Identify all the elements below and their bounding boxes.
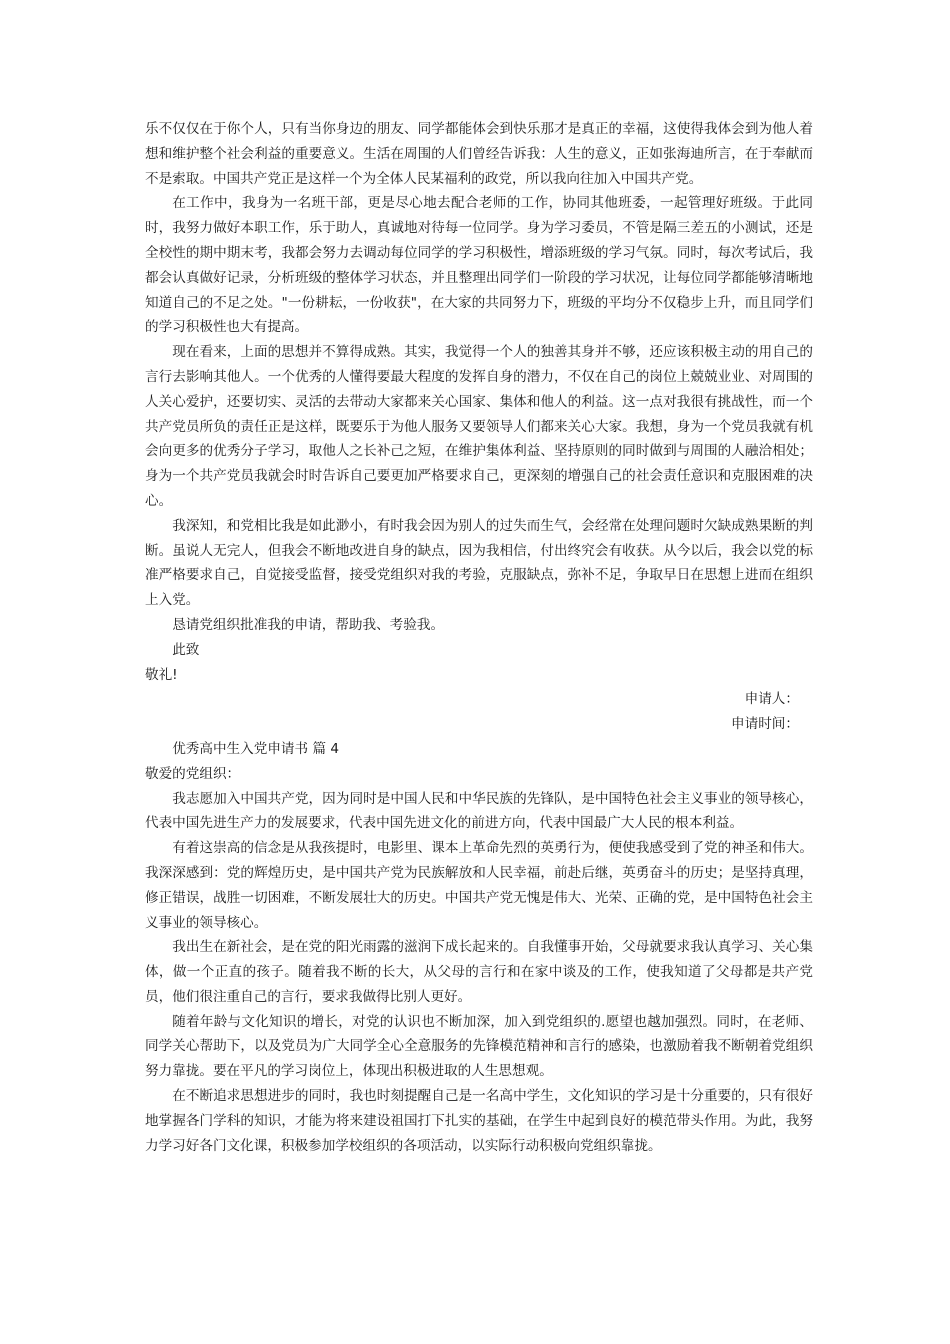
- signature-applicant: [145, 687, 813, 712]
- paragraph-2: 在工作中，我身为一名班干部，更是尽心地去配合老师的工作，协同其他班委，一起管理好班级。于此同时，我努力做好本职工作，乐于助人，真诚地对待每一位同学。身为学习委员，不管是隔三差五的小测试，还是全校性的期中期末考，我都会努力去调动每位同学的学习积极性，增添班级的学习气氛。同时，每次考试后，我都会认真做好记录，分析班级的整体学习状态，并且整理出同学们一阶段的学习状况，让每位同学都能够清晰地知道自己的不足之处。"一份耕耘，一份收获"，在大家的共同努力下，班级的平均分不仅稳步上升，而且同学们的学习积极性也大有提高。: [145, 195, 813, 336]
- paragraph-4: 我深知，和党相比我是如此渺小，有时我会因为别人的过失而生气，会经常在处理问题时欠缺成熟果断的判断。虽说人无完人，但我会不断地改进自身的缺点，因为我相信，付出终究会有收获。从今以后，我会以党的标准严格要求自己，自觉接受监督，接受党组织对我的考验，克服缺点，弥补不足，争取早日在思想上进而在组织上入党。: [145, 517, 813, 609]
- closing-line: 此致: [172, 641, 200, 658]
- signature-date: [145, 712, 813, 737]
- paragraph-1: 乐不仅仅在于你个人，只有当你身边的朋友、同学都能体会到快乐那才是真正的幸福，这使得我体会到为他人着想和维护整个社会利益的重要意义。生活在周围的人们曾经告诉我：人生的意义，正如张海迪所言，在于奉献而不是索取。中国共产党正是这样一个为全体人民某福利的政党，所以我向往加入中国共产党。: [145, 121, 813, 187]
- paragraph-5: 恳请党组织批准我的申请，帮助我、考验我。: [172, 616, 445, 633]
- salutation: 敬礼!: [145, 666, 178, 683]
- greeting: 敬爱的党组织：: [145, 765, 241, 782]
- document-body: [145, 117, 813, 1158]
- paragraph-7: 有着这崇高的信念是从我孩提时，电影里、课本上革命先烈的英勇行为，便使我感受到了党的神圣和伟大。我深深感到：党的辉煌历史，是中国共产党为民族解放和人民幸福，前赴后继，英勇奋斗的历史；是坚持真理，修正错误，战胜一切困难，不断发展壮大的历史。中国共产党无愧是伟大、光荣、正确的党，是中国特色社会主义事业的领导核心。: [145, 840, 813, 931]
- applicant-label: 申请人：: [744, 691, 799, 708]
- paragraph-8: 我出生在新社会，是在党的阳光雨露的滋润下成长起来的。自我懂事开始，父母就要求我认真学习、关心集体，做一个正直的孩子。随着我不断的长大，从父母的言行和在家中谈及的工作，使我知道了父母都是共产党员，他们很注重自己的言行，要求我做得比别人更好。: [145, 939, 813, 1005]
- paragraph-3: 现在看来，上面的思想并不算得成熟。其实，我觉得一个人的独善其身并不够，还应该积极主动的用自己的言行去影响其他人。一个优秀的人懂得要最大程度的发挥自身的潜力，不仅在自己的岗位上兢兢业业、对周围的人关心爱护，还要切实、灵活的去带动大家都来关心国家、集体和他人的利益。这一点对我很有挑战性，而一个共产党员所负的责任正是这样，既要乐于为他人服务又要领导人们都来关心大家。我想，身为一个党员我就有机会向更多的优秀分子学习，取他人之长补己之短，在维护集体利益、坚持原则的同时做到与周围的人融洽相处；身为一个共产党员我就会时时告诉自己要更加严格要求自己，更深刻的增强自己的社会责任意识和克服困难的决心。: [145, 344, 813, 509]
- paragraph-6: 我志愿加入中国共产党，因为同时是中国人民和中华民族的先锋队，是中国特色社会主义事业的领导核心，代表中国先进生产力的发展要求，代表中国先进文化的前进方向，代表中国最广大人民的根本利益。: [145, 790, 813, 832]
- date-label: 申请时间：: [731, 716, 799, 733]
- paragraph-10: 在不断追求思想进步的同时，我也时刻提醒自己是一名高中学生，文化知识的学习是十分重要的，只有很好地掌握各门学科的知识，才能为将来建设祖国打下扎实的基础，在学生中起到良好的模范带头作用。为此，我努力学习好各门文化课，积极参加学校组织的各项活动，以实际行动积极向党组织靠拢。: [145, 1088, 813, 1154]
- paragraph-9: 随着年龄与文化知识的增长，对党的认识也不断加深，加入到党组织的.愿望也越加强烈。同时，在老师、同学关心帮助下，以及党员为广大同学全心全意服务的先锋模范精神和言行的感染，也激励着我不断朝着党组织努力靠拢。要在平凡的学习岗位上，体现出积极进取的人生思想观。: [145, 1013, 813, 1080]
- section-title: 优秀高中生入党申请书 篇 4: [172, 740, 340, 757]
